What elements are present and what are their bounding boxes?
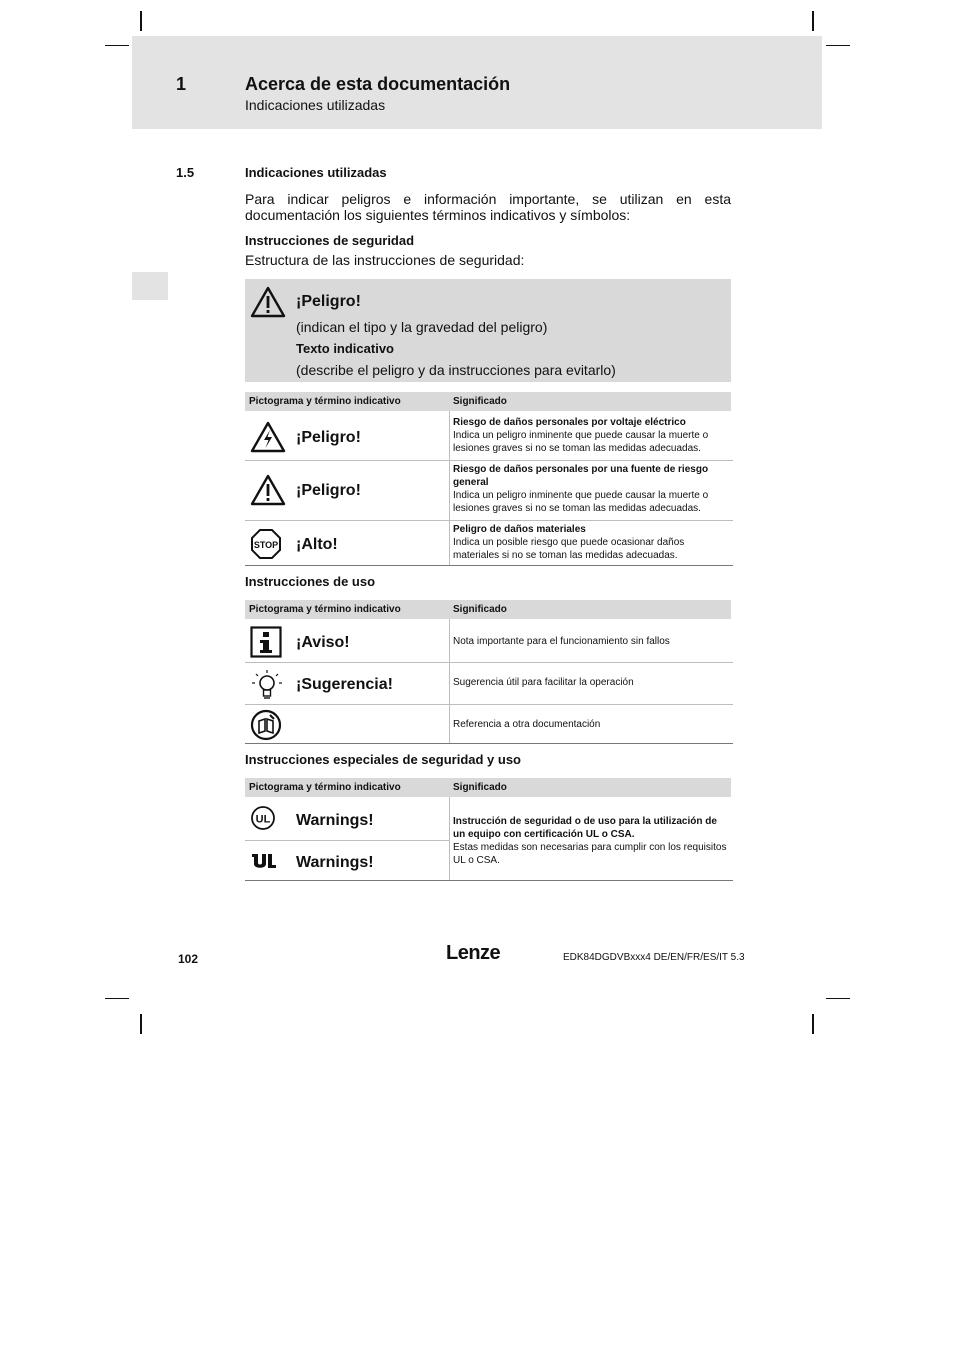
section-intro: Para indicar peligros e información importante, se utilizan en esta documentación los siguientes términos indicativos y símbolos: (245, 191, 731, 223)
reference-icon (250, 709, 282, 741)
table-header-col1: Pictograma y término indicativo (249, 782, 401, 793)
warning-icon (250, 286, 286, 318)
lightbulb-icon (250, 669, 284, 701)
crop-mark (826, 998, 850, 999)
table-header-col2: Significado (453, 396, 507, 407)
column-divider (449, 797, 450, 880)
box-line: (describe el peligro y da instrucciones para evitarlo) (296, 362, 616, 378)
table-row-description: Nota importante para el funcionamiento sin fallos (453, 636, 670, 647)
chapter-number: 1 (176, 74, 187, 94)
desc-text: Indica un peligro inminente que puede causar la muerte o lesiones graves si no se toman las medidas adecuadas. (453, 430, 709, 454)
info-icon (250, 626, 282, 658)
box-line: Texto indicativo (296, 341, 394, 356)
crop-mark (105, 45, 129, 46)
section-title: Indicaciones utilizadas (245, 165, 387, 180)
desc-text: Indica un posible riesgo que puede ocasionar daños materiales si no se toman las medidas adecuadas. (453, 537, 685, 561)
row-divider (245, 662, 733, 663)
box-title: ¡Peligro! (296, 293, 361, 310)
crop-mark (140, 1014, 142, 1034)
desc-text: Estas medidas son necesarias para cumplir con los requisitos UL o CSA. (453, 842, 727, 866)
table-term: Warnings! (296, 812, 374, 829)
row-divider (245, 520, 733, 521)
ul-listed-icon (250, 805, 276, 831)
crop-mark (826, 45, 850, 46)
box-line: (indican el tipo y la gravedad del peligro) (296, 319, 548, 335)
desc-text: Indica un peligro inminente que puede causar la muerte o lesiones graves si no se toman las medidas adecuadas. (453, 490, 709, 514)
table-term: ¡Aviso! (296, 634, 350, 651)
table-row-description (453, 815, 729, 867)
table-row-description: Referencia a otra documentación (453, 719, 601, 730)
table-header (245, 778, 731, 797)
table-row-description: Sugerencia útil para facilitar la operación (453, 677, 634, 688)
desc-title: Riesgo de daños personales por voltaje eléctrico (453, 417, 686, 428)
table-header-col1: Pictograma y término indicativo (249, 604, 401, 615)
desc-title: Riesgo de daños personales por una fuente de riesgo general (453, 464, 709, 488)
table-bottom-border (245, 565, 733, 566)
table-header-col2: Significado (453, 604, 507, 615)
table-term: ¡Peligro! (296, 429, 361, 446)
table-term: ¡Peligro! (296, 482, 361, 499)
row-divider (245, 704, 733, 705)
table-term: Warnings! (296, 854, 374, 871)
table-bottom-border (245, 880, 733, 881)
table-row-description (453, 416, 729, 455)
desc-title: Peligro de daños materiales (453, 524, 586, 535)
brand-logo: Lenze (446, 942, 501, 964)
ul-recognized-icon (250, 851, 278, 871)
column-divider (449, 619, 450, 743)
warning-icon (250, 474, 286, 506)
stop-icon (250, 528, 282, 560)
page-number: 102 (178, 952, 199, 966)
document-code: EDK84DGDVBxxx4 DE/EN/FR/ES/IT 5.3 (563, 952, 745, 963)
side-tab-marker (132, 272, 168, 300)
table-bottom-border (245, 743, 733, 744)
row-divider (245, 840, 449, 841)
special-heading: Instrucciones especiales de seguridad y uso (245, 752, 521, 767)
crop-mark (105, 998, 129, 999)
electric-hazard-icon (250, 421, 286, 453)
table-row-description (453, 523, 729, 562)
usage-heading: Instrucciones de uso (245, 574, 376, 589)
column-divider (449, 411, 450, 565)
table-term: ¡Sugerencia! (296, 676, 393, 693)
table-header (245, 392, 731, 411)
crop-mark (812, 11, 814, 31)
section-number: 1.5 (176, 165, 195, 180)
safety-subheading: Estructura de las instrucciones de seguridad: (245, 252, 525, 268)
chapter-title: Acerca de esta documentación (245, 74, 511, 94)
crop-mark (140, 11, 142, 31)
table-header-col2: Significado (453, 782, 507, 793)
svg-text:UL: UL (255, 813, 271, 826)
table-header (245, 600, 731, 619)
desc-title: Instrucción de seguridad o de uso para la utilización de un equipo con certificación UL o CSA. (453, 816, 717, 840)
safety-heading: Instrucciones de seguridad (245, 233, 415, 248)
svg-text:STOP: STOP (253, 540, 279, 550)
crop-mark (812, 1014, 814, 1034)
chapter-subtitle: Indicaciones utilizadas (245, 97, 386, 113)
table-row-description (453, 463, 729, 515)
table-header-col1: Pictograma y término indicativo (249, 396, 401, 407)
table-term: ¡Alto! (296, 536, 338, 553)
row-divider (245, 460, 733, 461)
